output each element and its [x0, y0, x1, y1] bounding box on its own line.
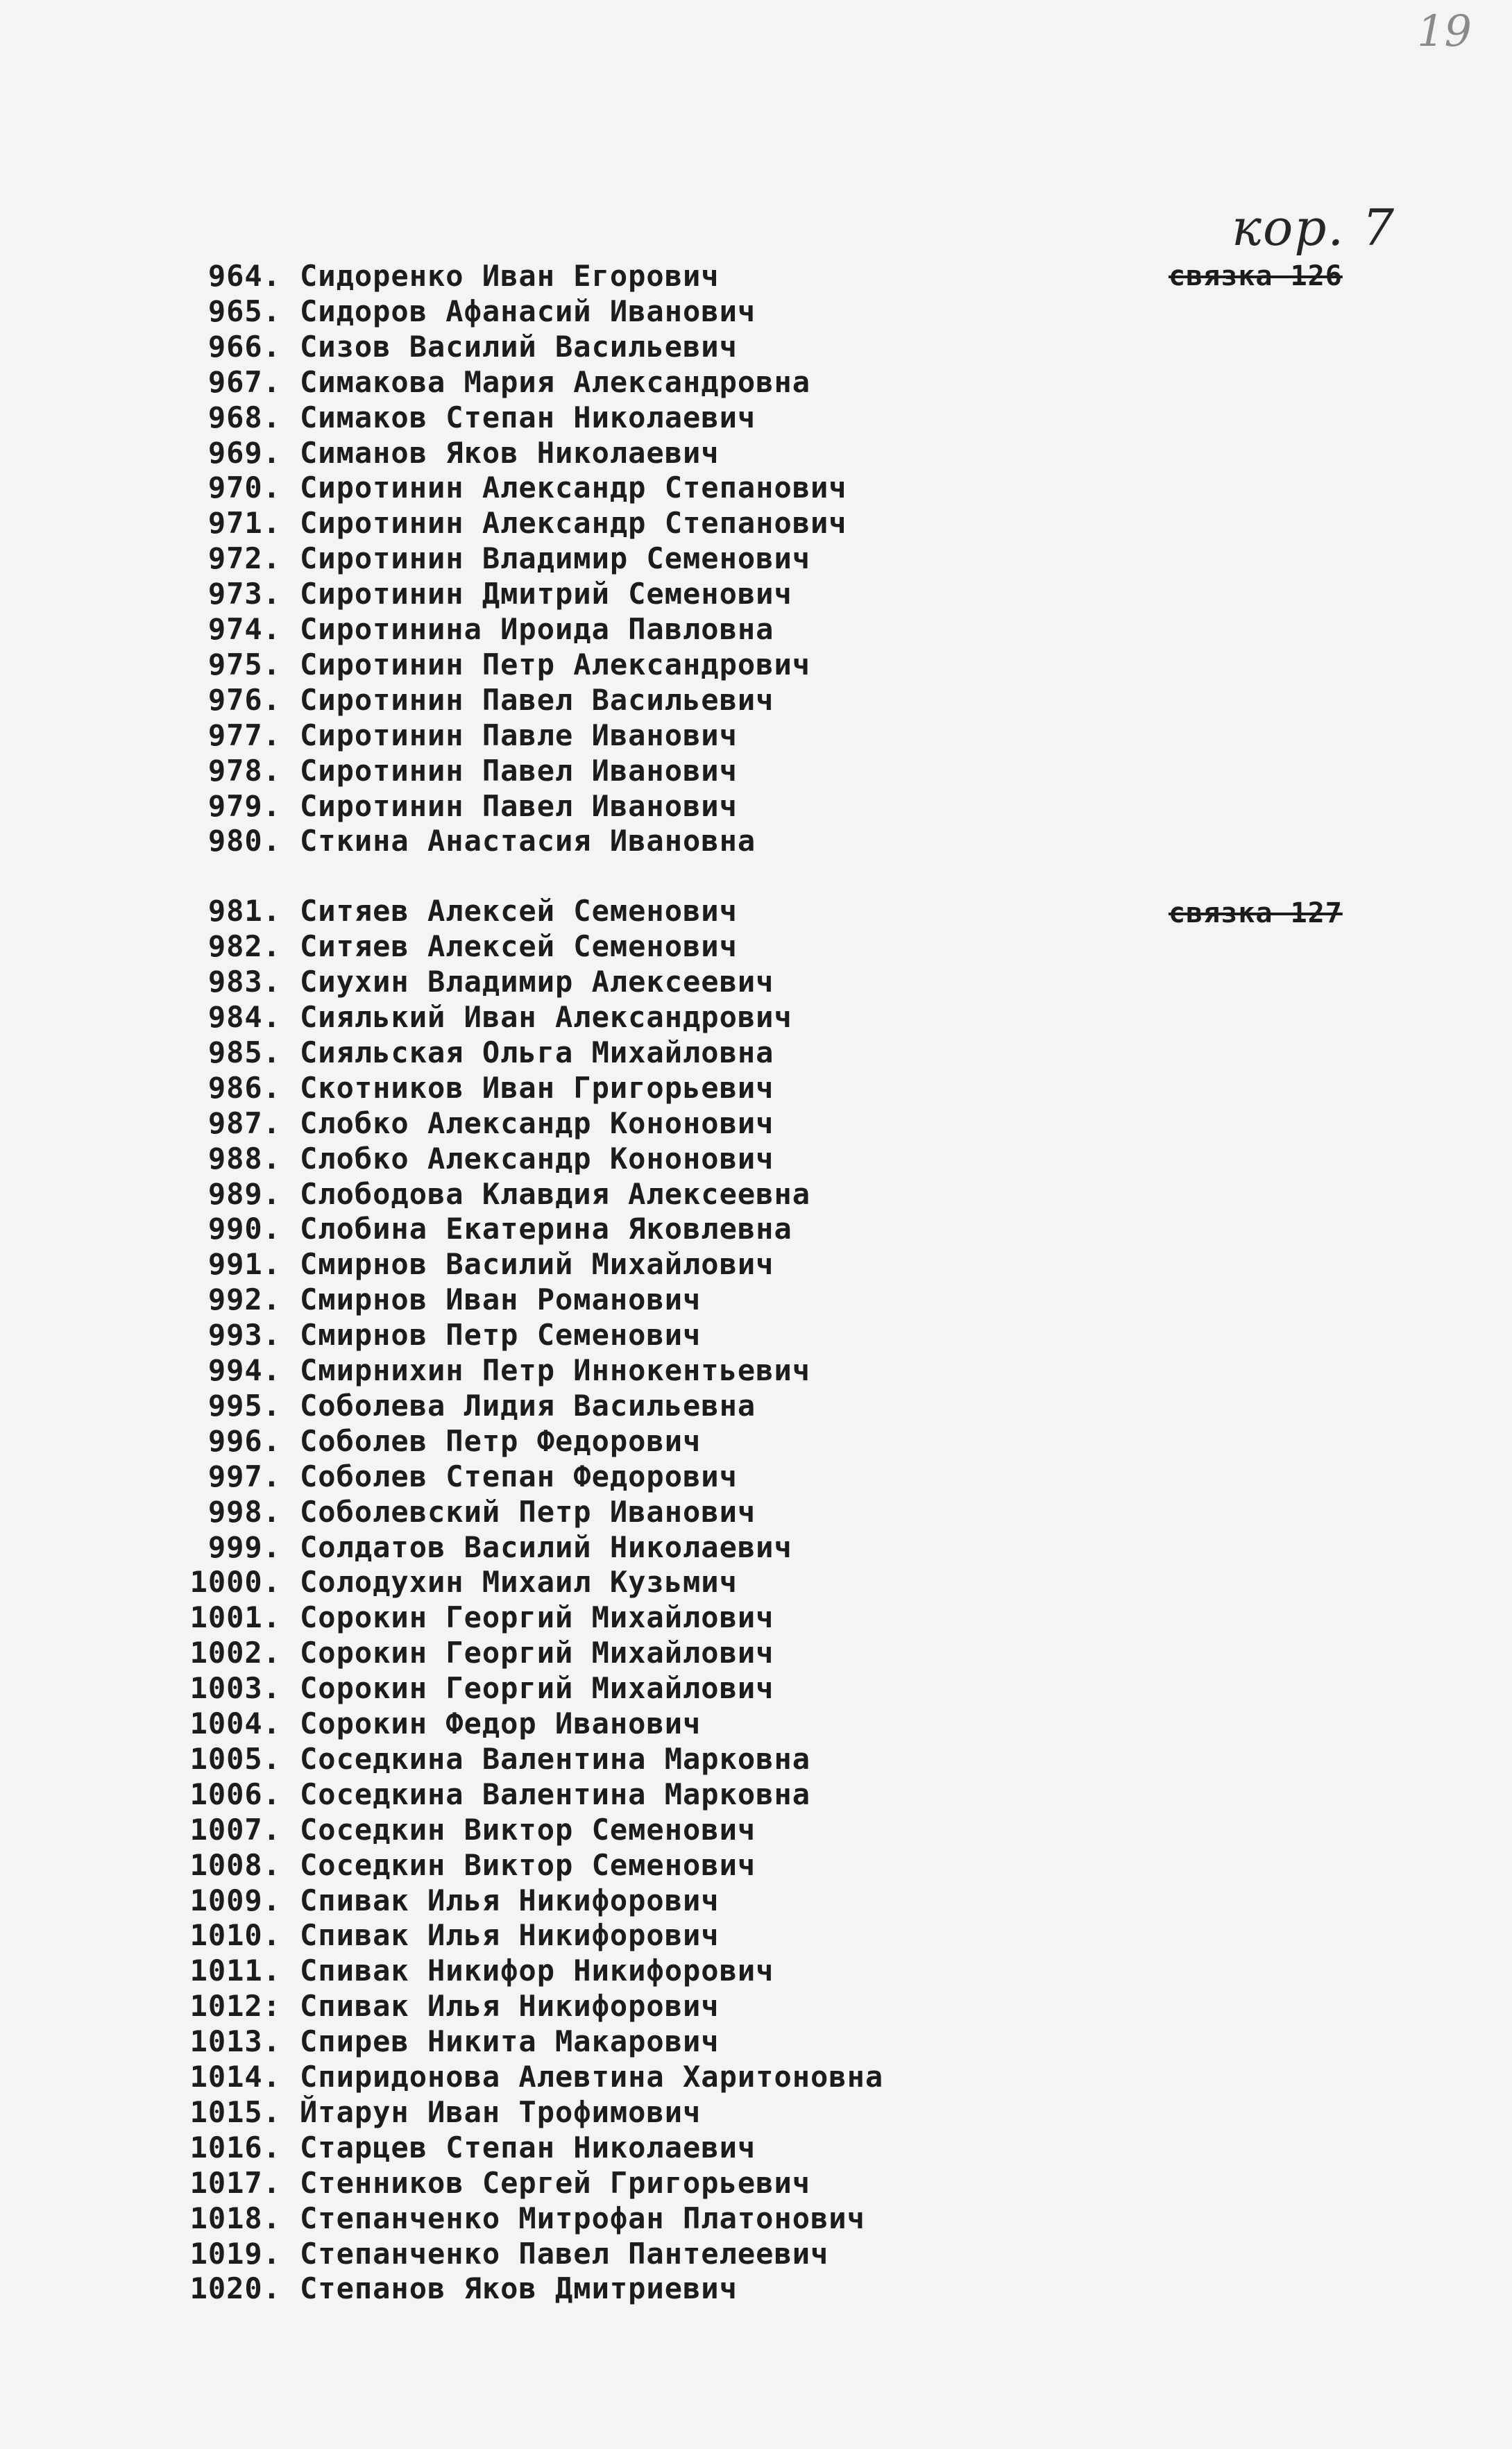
- entry-number: 1012:: [189, 1989, 281, 2023]
- entry-number: 997.: [207, 1459, 281, 1493]
- entry-name: Сиротинин Александр Степанович: [300, 471, 847, 505]
- list-item: [0, 400, 1512, 436]
- entry-number: 988.: [207, 1142, 281, 1176]
- entry-number: 968.: [207, 400, 281, 434]
- list-item: [0, 893, 1512, 929]
- list-item: [0, 576, 1512, 612]
- entry-name: Стенников Сергей Григорьевич: [300, 2166, 811, 2200]
- list-item: [0, 1246, 1512, 1282]
- entry-number: 1003.: [189, 1671, 281, 1705]
- list-item: [0, 1847, 1512, 1883]
- entry-number: 1016.: [189, 2130, 281, 2164]
- entry-number: 1018.: [189, 2201, 281, 2235]
- entry-number: 971.: [207, 506, 281, 540]
- entry-number: 996.: [207, 1424, 281, 1458]
- entry-name: Сорокин Георгий Михайлович: [300, 1636, 774, 1670]
- list-item: [0, 1564, 1512, 1600]
- entry-name: Смирнихин Петр Иннокентьевич: [300, 1353, 811, 1387]
- entry-number: 1013.: [189, 2024, 281, 2058]
- entry-number: 984.: [207, 1000, 281, 1034]
- list-item: [0, 1812, 1512, 1848]
- list-item: [0, 1953, 1512, 1989]
- entry-number: 977.: [207, 718, 281, 752]
- entry-number: 974.: [207, 612, 281, 646]
- list-item: [0, 1670, 1512, 1706]
- entry-name: Слобко Александр Кононович: [300, 1106, 774, 1140]
- list-item: [0, 435, 1512, 471]
- entry-number: 975.: [207, 647, 281, 681]
- list-item: [0, 1353, 1512, 1389]
- list-item: [0, 1211, 1512, 1247]
- list-item: [0, 1282, 1512, 1318]
- entry-number: 980.: [207, 824, 281, 858]
- entry-number: 969.: [207, 436, 281, 470]
- list-item: [0, 1459, 1512, 1495]
- entry-name: Слобко Александр Кононович: [300, 1142, 774, 1176]
- list-item: [0, 611, 1512, 647]
- entry-name: Йтарун Иван Трофимович: [300, 2095, 702, 2129]
- list-item: [0, 1423, 1512, 1459]
- list-item: [0, 1741, 1512, 1777]
- list-item: [0, 1635, 1512, 1671]
- bundle-label: связка 126: [1169, 260, 1343, 292]
- entry-number: 981.: [207, 894, 281, 928]
- list-item: [0, 329, 1512, 365]
- entry-number: 1002.: [189, 1636, 281, 1670]
- list-item: [0, 294, 1512, 330]
- list-item: [0, 541, 1512, 577]
- entry-name: Степанченко Митрофан Платонович: [300, 2201, 865, 2235]
- entry-name: Соболев Степан Федорович: [300, 1459, 738, 1493]
- entry-name: Сиухин Владимир Алексеевич: [300, 965, 774, 999]
- entry-name: Сияльская Ольга Михайловна: [300, 1035, 774, 1069]
- list-item: [0, 2094, 1512, 2130]
- entry-number: 985.: [207, 1035, 281, 1069]
- list-item: [0, 964, 1512, 1000]
- entry-name: Сорокин Федор Иванович: [300, 1706, 702, 1740]
- entry-name: Сиротинина Ироида Павловна: [300, 612, 774, 646]
- entry-name: Смирнов Петр Семенович: [300, 1318, 702, 1352]
- entry-name: Слободова Клавдия Алексеевна: [300, 1177, 811, 1211]
- entry-number: 1001.: [189, 1600, 281, 1634]
- entry-name: Ситяев Алексей Семенович: [300, 929, 738, 963]
- list-item: [0, 999, 1512, 1035]
- entry-name: Симаков Степан Николаевич: [300, 400, 756, 434]
- list-item: [0, 788, 1512, 824]
- list-item: [0, 1777, 1512, 1813]
- entry-number: 987.: [207, 1106, 281, 1140]
- entry-name: Сиротинин Петр Александрович: [300, 647, 811, 681]
- list-item: [0, 1176, 1512, 1212]
- list-item: [0, 823, 1512, 859]
- entry-number: 964.: [207, 259, 281, 293]
- entry-name: Спирев Никита Макарович: [300, 2024, 720, 2058]
- list-item: [0, 1917, 1512, 1954]
- entry-number: 1000.: [189, 1565, 281, 1599]
- entry-name: Соболевский Петр Иванович: [300, 1495, 756, 1529]
- entry-number: 998.: [207, 1495, 281, 1529]
- entry-name: Спивак Илья Никифорович: [300, 1918, 720, 1952]
- entry-number: 1017.: [189, 2166, 281, 2200]
- entry-number: 970.: [207, 471, 281, 505]
- entry-name: Скотников Иван Григорьевич: [300, 1071, 774, 1105]
- list-item: [0, 1988, 1512, 2024]
- list-item: [0, 1883, 1512, 1919]
- entry-name: Солодухин Михаил Кузьмич: [300, 1565, 738, 1599]
- list-item: [0, 2130, 1512, 2166]
- list-item: [0, 2271, 1512, 2307]
- entry-number: 1019.: [189, 2237, 281, 2271]
- entry-number: 1005.: [189, 1742, 281, 1776]
- entry-name: Соседкина Валентина Марковна: [300, 1742, 811, 1776]
- entry-number: 1011.: [189, 1954, 281, 1988]
- box-note: кор. 7: [1232, 198, 1396, 257]
- entry-number: 1010.: [189, 1918, 281, 1952]
- entry-name: Степанов Яков Дмитриевич: [300, 2271, 738, 2305]
- list-item: [0, 258, 1512, 294]
- list-item: [0, 1141, 1512, 1177]
- list-item: [0, 682, 1512, 718]
- entry-number: 1004.: [189, 1706, 281, 1740]
- entry-number: 983.: [207, 965, 281, 999]
- list-item: [0, 1317, 1512, 1353]
- entry-name: Степанченко Павел Пантелеевич: [300, 2237, 829, 2271]
- entry-name: Сизов Василий Васильевич: [300, 330, 738, 364]
- entry-number: 967.: [207, 365, 281, 399]
- entry-number: 986.: [207, 1071, 281, 1105]
- list-item: [0, 1388, 1512, 1424]
- entry-number: 1008.: [189, 1848, 281, 1882]
- entry-number: 1015.: [189, 2095, 281, 2129]
- list-item: [0, 1529, 1512, 1566]
- entry-number: 993.: [207, 1318, 281, 1352]
- entry-number: 978.: [207, 754, 281, 788]
- entry-number: 976.: [207, 683, 281, 717]
- entry-name: Соседкина Валентина Марковна: [300, 1777, 811, 1811]
- entry-name: Сиротинин Павел Васильевич: [300, 683, 774, 717]
- entry-name: Спивак Илья Никифорович: [300, 1883, 720, 1917]
- list-item: [0, 1494, 1512, 1530]
- entry-name: Сткина Анастасия Ивановна: [300, 824, 756, 858]
- list-item: [0, 929, 1512, 965]
- entry-name: Спивак Никифор Никифорович: [300, 1954, 774, 1988]
- entry-number: 973.: [207, 577, 281, 611]
- entry-number: 995.: [207, 1389, 281, 1423]
- list-item: [0, 647, 1512, 683]
- list-item: [0, 718, 1512, 754]
- list-item: [0, 1070, 1512, 1106]
- entry-number: 994.: [207, 1353, 281, 1387]
- list-item: [0, 753, 1512, 789]
- list-item: [0, 1105, 1512, 1142]
- entry-name: Слобина Екатерина Яковлевна: [300, 1212, 792, 1246]
- list-item: [0, 364, 1512, 400]
- entry-name: Сиротинин Владимир Семенович: [300, 541, 811, 575]
- entry-name: Сорокин Георгий Михайлович: [300, 1600, 774, 1634]
- list-item: [0, 470, 1512, 506]
- list-item: [0, 1035, 1512, 1071]
- entry-name: Сиротинин Павле Иванович: [300, 718, 738, 752]
- entry-name: Старцев Степан Николаевич: [300, 2130, 756, 2164]
- entry-number: 1007.: [189, 1813, 281, 1847]
- entry-name: Сорокин Георгий Михайлович: [300, 1671, 774, 1705]
- entry-name: Солдатов Василий Николаевич: [300, 1530, 792, 1564]
- list-item: [0, 2236, 1512, 2272]
- entry-name: Спивак Илья Никифорович: [300, 1989, 720, 2023]
- entry-name: Соболева Лидия Васильевна: [300, 1389, 756, 1423]
- bundle-label: связка 127: [1169, 897, 1343, 929]
- entry-name: Сидоров Афанасий Иванович: [300, 294, 756, 328]
- entry-name: Сиротинин Павел Иванович: [300, 789, 738, 823]
- list-item: [0, 2165, 1512, 2201]
- entry-name: Сиялький Иван Александрович: [300, 1000, 792, 1034]
- list-item: [0, 1600, 1512, 1636]
- entry-number: 965.: [207, 294, 281, 328]
- entry-name: Смирнов Иван Романович: [300, 1282, 702, 1316]
- entry-number: 1020.: [189, 2271, 281, 2305]
- entry-number: 991.: [207, 1247, 281, 1281]
- entry-number: 966.: [207, 330, 281, 364]
- entry-number: 990.: [207, 1212, 281, 1246]
- page-number: 19: [1417, 6, 1472, 56]
- entry-name: Сиротинин Павел Иванович: [300, 754, 738, 788]
- list-item: [0, 1706, 1512, 1742]
- entry-name: Соболев Петр Федорович: [300, 1424, 702, 1458]
- entry-number: 979.: [207, 789, 281, 823]
- list-item: [0, 2201, 1512, 2237]
- entry-number: 1014.: [189, 2060, 281, 2094]
- entry-number: 1006.: [189, 1777, 281, 1811]
- entry-name: Соседкин Виктор Семенович: [300, 1813, 756, 1847]
- entry-name: Симанов Яков Николаевич: [300, 436, 720, 470]
- entry-number: 992.: [207, 1282, 281, 1316]
- entry-name: Ситяев Алексей Семенович: [300, 894, 738, 928]
- entry-number: 982.: [207, 929, 281, 963]
- entry-number: 999.: [207, 1530, 281, 1564]
- entry-number: 989.: [207, 1177, 281, 1211]
- entry-name: Смирнов Василий Михайлович: [300, 1247, 774, 1281]
- entry-name: Симакова Мария Александровна: [300, 365, 811, 399]
- entry-name: Сиротинин Александр Степанович: [300, 506, 847, 540]
- entry-name: Спиридонова Алевтина Харитоновна: [300, 2060, 884, 2094]
- entry-name: Сидоренко Иван Егорович: [300, 259, 720, 293]
- entry-name: Сиротинин Дмитрий Семенович: [300, 577, 792, 611]
- entry-name: Соседкин Виктор Семенович: [300, 1848, 756, 1882]
- entry-number: 1009.: [189, 1883, 281, 1917]
- list-item: [0, 2024, 1512, 2060]
- entry-number: 972.: [207, 541, 281, 575]
- list-item: [0, 505, 1512, 541]
- list-item: [0, 2059, 1512, 2095]
